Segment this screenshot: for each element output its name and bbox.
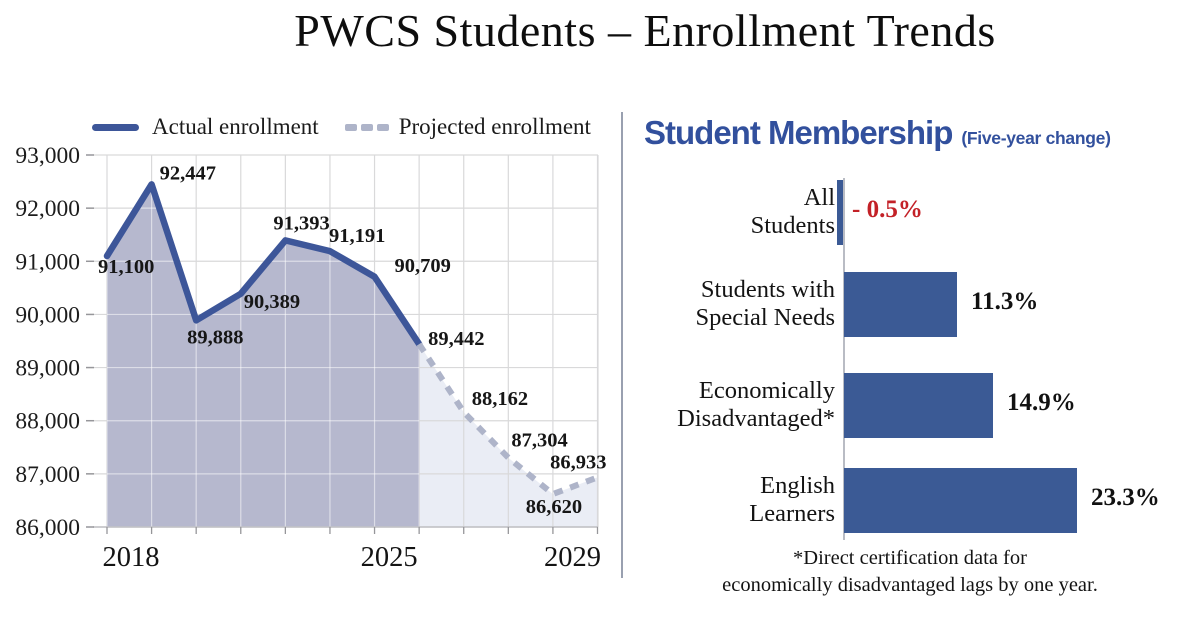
bar-category-line: Economically [698, 377, 835, 405]
data-point-label: 90,389 [243, 290, 301, 313]
bar-category-line: English [760, 472, 835, 500]
data-point-label: 89,888 [187, 326, 244, 349]
bar-category-line: All [803, 184, 835, 212]
page-title: PWCS Students – Enrollment Trends [294, 5, 996, 56]
bar-value-label: 14.9% [1007, 389, 1076, 416]
membership-title-text: Student Membership [644, 114, 953, 151]
data-point-label: 87,304 [511, 429, 568, 452]
legend-projected-label: Projected enrollment [398, 114, 591, 139]
membership-panel [630, 0, 1177, 621]
bar-category-label [565, 272, 835, 336]
bar [844, 373, 993, 438]
bar-value-label: 11.3% [971, 288, 1039, 315]
y-tick-label: 91,000 [15, 249, 80, 276]
y-tick-label: 89,000 [15, 355, 80, 382]
bar-category-line: Special Needs [695, 304, 835, 331]
data-point-label: 91,191 [328, 225, 386, 248]
x-tick-label: 2029 [544, 542, 601, 573]
y-tick-label: 87,000 [15, 461, 80, 488]
y-tick-label: 88,000 [15, 408, 80, 435]
y-tick-label: 92,000 [15, 196, 80, 223]
x-tick-label: 2025 [360, 542, 418, 573]
y-tick-label: 93,000 [15, 143, 80, 169]
data-point-label: 90,709 [394, 254, 451, 277]
data-point-label: 91,100 [98, 255, 155, 278]
bar-category-label [565, 373, 835, 437]
bar-value-label: - 0.5% [852, 196, 923, 223]
bar-category-label [565, 180, 835, 244]
x-tick-label: 2018 [102, 542, 160, 573]
data-point-label: 88,162 [471, 388, 529, 411]
data-point-label: 92,447 [159, 162, 216, 185]
bar-category-line: Disadvantaged* [677, 405, 835, 432]
footnote-line-2: economically disadvantaged lags by one year. [722, 574, 1098, 597]
footnote-line-1: *Direct certification data for [793, 547, 1027, 569]
data-point-label: 86,620 [525, 496, 583, 519]
y-tick-label: 90,000 [15, 302, 80, 329]
bar-category-line: Students with [700, 276, 835, 304]
bar-category-label [565, 468, 835, 532]
bar [844, 468, 1077, 533]
footnote [670, 545, 1150, 599]
y-tick-label: 86,000 [15, 515, 80, 541]
data-point-label: 86,933 [550, 451, 607, 474]
bar-category-line: Learners [749, 500, 835, 527]
membership-subtitle: (Five-year change) [961, 128, 1111, 148]
data-point-label: 91,393 [273, 212, 330, 235]
bar [844, 272, 957, 337]
bar-rows [630, 0, 1177, 621]
bar-category-line: Students [750, 212, 835, 239]
bar-value-label: 23.3% [1091, 484, 1160, 511]
bar [837, 180, 844, 245]
data-point-label: 89,442 [428, 328, 485, 351]
legend-actual-label: Actual enrollment [152, 114, 319, 139]
